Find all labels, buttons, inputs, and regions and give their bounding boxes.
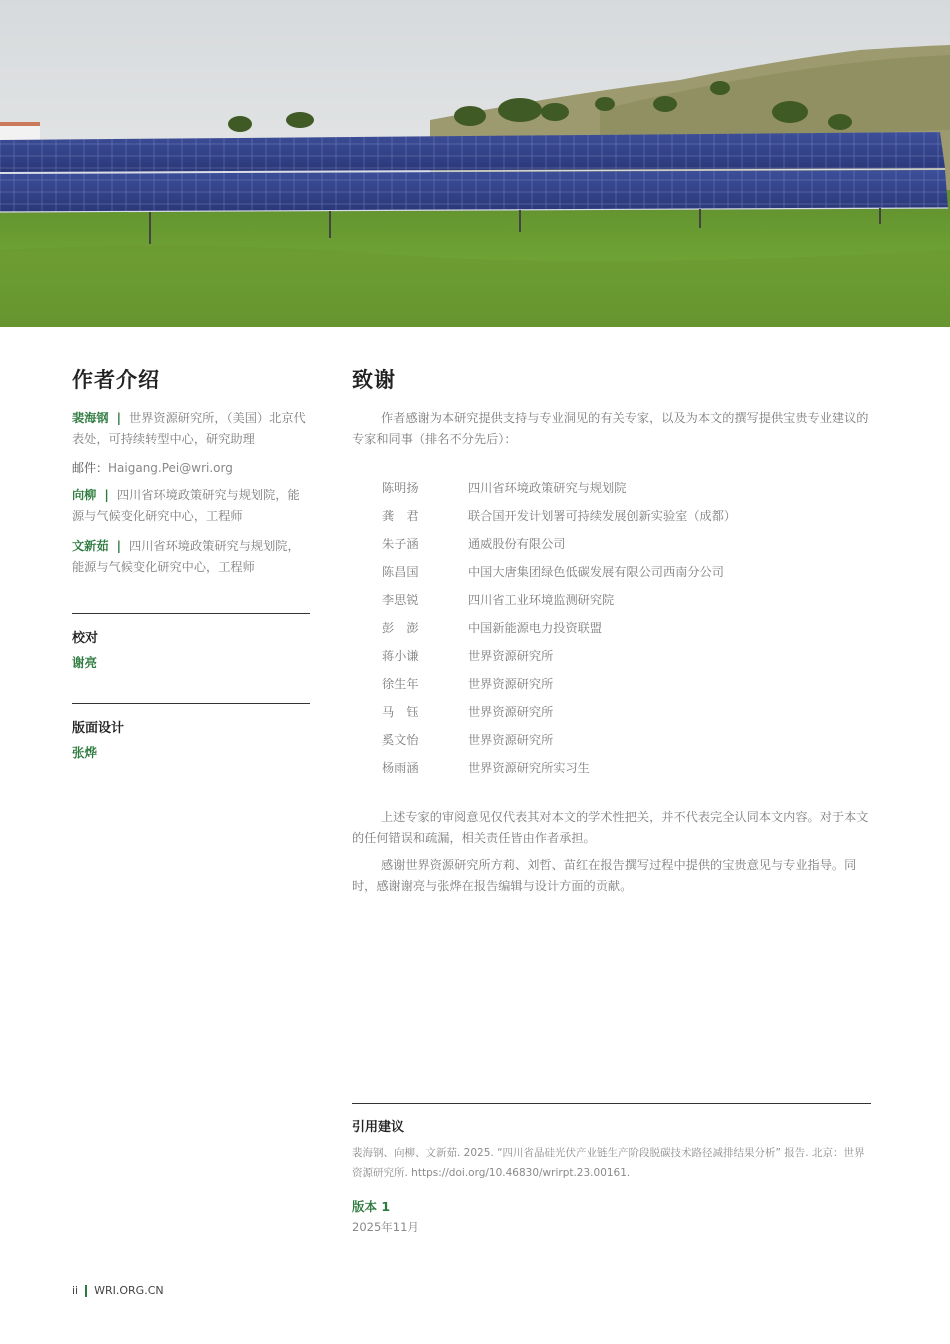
person-org: 世界资源研究所 — [468, 648, 554, 663]
author-affiliation: 四川省环境政策研究与规划院，能源与气候变化研究中心，工程师 — [72, 488, 300, 523]
list-item — [352, 585, 871, 613]
list-item — [352, 501, 871, 529]
proofread-heading: 校对 — [72, 631, 99, 646]
list-item — [352, 641, 871, 669]
citation-block — [352, 1103, 871, 1235]
author-separator: | — [116, 411, 122, 425]
author-affiliation: 四川省环境政策研究与规划院，能源与气候变化研究中心，工程师 — [72, 539, 300, 574]
person-org: 中国大唐集团绿色低碳发展有限公司西南分公司 — [468, 564, 724, 579]
acknowledgements-list — [352, 473, 871, 781]
right-column — [352, 364, 871, 903]
person-name: 奚文怡 — [382, 732, 419, 747]
footer-divider — [85, 1285, 87, 1297]
citation-heading: 引用建议 — [352, 1120, 405, 1135]
list-item — [352, 529, 871, 557]
person-org: 世界资源研究所实习生 — [468, 760, 590, 775]
author-entry — [72, 485, 310, 527]
design-heading: 版面设计 — [72, 721, 125, 736]
solar-field-photo-icon — [0, 0, 950, 327]
author-separator: | — [104, 488, 109, 502]
divider — [72, 703, 310, 704]
person-name: 马 钰 — [382, 704, 419, 719]
email-value[interactable]: Haigang.Pei@wri.org — [108, 461, 233, 475]
person-name: 龚 君 — [382, 508, 419, 523]
person-org: 联合国开发计划署可持续发展创新实验室（成都） — [468, 508, 737, 523]
left-column — [72, 364, 310, 761]
author-affiliation: 世界资源研究所，（美国）北京代表处，可持续转型中心，研究助理 — [72, 411, 306, 446]
list-item — [352, 725, 871, 753]
disclaimer-paragraph: 上述专家的审阅意见仅代表其对本文的学术性把关，并不代表完全认同本文内容。对于本文的任何错误和疏漏，相关责任皆由作者承担。 — [352, 810, 869, 845]
page-number: ii — [72, 1284, 79, 1297]
person-name: 蒋小谦 — [382, 648, 419, 663]
person-name: 杨雨涵 — [382, 760, 419, 775]
proofread-name: 谢亮 — [72, 655, 98, 670]
person-name: 彭 澎 — [382, 620, 419, 635]
list-item — [352, 473, 871, 501]
divider — [352, 1103, 871, 1104]
acknowledgements-heading: 致谢 — [352, 368, 396, 392]
author-entry — [72, 536, 310, 578]
author-email — [72, 459, 310, 476]
person-name: 李思锐 — [382, 592, 419, 607]
hero-photo — [0, 0, 950, 327]
author-separator: | — [116, 539, 122, 553]
author-name: 裴海钢 — [72, 411, 109, 425]
person-name: 徐生年 — [382, 676, 419, 691]
divider — [72, 613, 310, 614]
version-label: 版本 1 — [352, 1199, 391, 1214]
design-name: 张烨 — [72, 745, 98, 760]
person-org: 通威股份有限公司 — [468, 536, 566, 551]
thanks-paragraph: 感谢世界资源研究所方莉、刘哲、苗红在报告撰写过程中提供的宝贵意见与专业指导。同时，感谢谢亮与张烨在报告编辑与设计方面的贡献。 — [352, 858, 857, 893]
author-name: 文新茹 — [72, 539, 109, 553]
version-date: 2025年11月 — [352, 1220, 419, 1234]
person-name: 陈明扬 — [382, 480, 419, 495]
authors-heading: 作者介绍 — [72, 368, 160, 392]
person-org: 世界资源研究所 — [468, 732, 554, 747]
person-org: 世界资源研究所 — [468, 676, 554, 691]
acknowledgements-intro: 作者感谢为本研究提供支持与专业洞见的有关专家，以及为本文的撰写提供宝贵专业建议的专家和同事（排名不分先后）： — [352, 411, 869, 446]
list-item — [352, 557, 871, 585]
person-name: 朱子涵 — [382, 536, 419, 551]
list-item — [352, 613, 871, 641]
page-footer — [72, 1284, 164, 1297]
list-item — [352, 697, 871, 725]
person-org: 世界资源研究所 — [468, 704, 554, 719]
author-entry — [72, 408, 310, 450]
email-label: 邮件： — [72, 461, 109, 475]
person-org: 四川省工业环境监测研究院 — [468, 592, 615, 607]
site-link[interactable]: WRI.ORG.CN — [94, 1284, 164, 1297]
citation-text: 裴海钢、向柳、文新茹. 2025. “四川省晶硅光伏产业链生产阶段脱碳技术路径减排结果分析” 报告. 北京：世界资源研究所. https://doi.org/10.46830/wrirpt.23.00161. — [352, 1147, 865, 1179]
list-item — [352, 669, 871, 697]
list-item — [352, 753, 871, 781]
person-name: 陈昌国 — [382, 564, 419, 579]
person-org: 中国新能源电力投资联盟 — [468, 620, 603, 635]
author-name: 向柳 — [72, 488, 97, 502]
person-org: 四川省环境政策研究与规划院 — [468, 480, 627, 495]
